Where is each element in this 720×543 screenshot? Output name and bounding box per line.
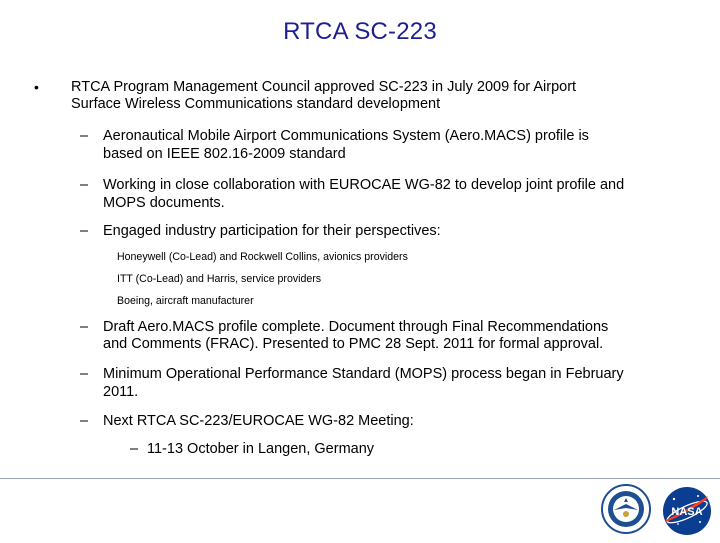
dash-7: – (130, 441, 139, 457)
main-bullet: • (34, 79, 39, 95)
sub-point-2-line-1: Working in close collaboration with EUROCAE WG-82 to develop joint profile and (103, 177, 625, 193)
dash-5: – (80, 366, 89, 382)
sub-point-3-line-1: Engaged industry participation for their perspectives: (103, 223, 441, 239)
dash-2: – (80, 177, 89, 193)
dash-3: – (80, 223, 89, 239)
sub-point-5-line-2: 2011. (103, 384, 139, 400)
dash-6: – (80, 413, 89, 429)
main-point-line-1: RTCA Program Management Council approved SC-223 in July 2009 for Airport (71, 79, 577, 95)
meeting-detail: 11-13 October in Langen, Germany (147, 441, 375, 457)
sub-point-1-line-1: Aeronautical Mobile Airport Communications System (Aero.MACS) profile is (103, 128, 589, 144)
industry-item-3: Boeing, aircraft manufacturer (117, 295, 254, 307)
page-title: RTCA SC-223 (283, 18, 437, 45)
sub-point-5-line-1: Minimum Operational Performance Standard (MOPS) process began in February (103, 366, 624, 382)
dash-4: – (80, 319, 89, 335)
industry-item-2: ITT (Co-Lead) and Harris, service providers (117, 273, 322, 285)
faa-seal-logo-icon (601, 484, 651, 534)
sub-point-6-line-1: Next RTCA SC-223/EUROCAE WG-82 Meeting: (103, 413, 414, 429)
svg-text:NASA: NASA (671, 506, 703, 518)
footer-divider (0, 478, 720, 479)
sub-point-4-line-2: and Comments (FRAC). Presented to PMC 28 Sept. 2011 for formal approval. (103, 336, 604, 352)
nasa-logo-icon (660, 484, 714, 538)
sub-point-2-line-2: MOPS documents. (103, 195, 225, 211)
dash-1: – (80, 128, 89, 144)
sub-point-4-line-1: Draft Aero.MACS profile complete. Document through Final Recommendations (103, 319, 609, 335)
main-point-line-2: Surface Wireless Communications standard development (71, 96, 441, 112)
industry-item-1: Honeywell (Co-Lead) and Rockwell Collins, avionics providers (117, 251, 408, 263)
sub-point-1-line-2: based on IEEE 802.16-2009 standard (103, 146, 346, 162)
